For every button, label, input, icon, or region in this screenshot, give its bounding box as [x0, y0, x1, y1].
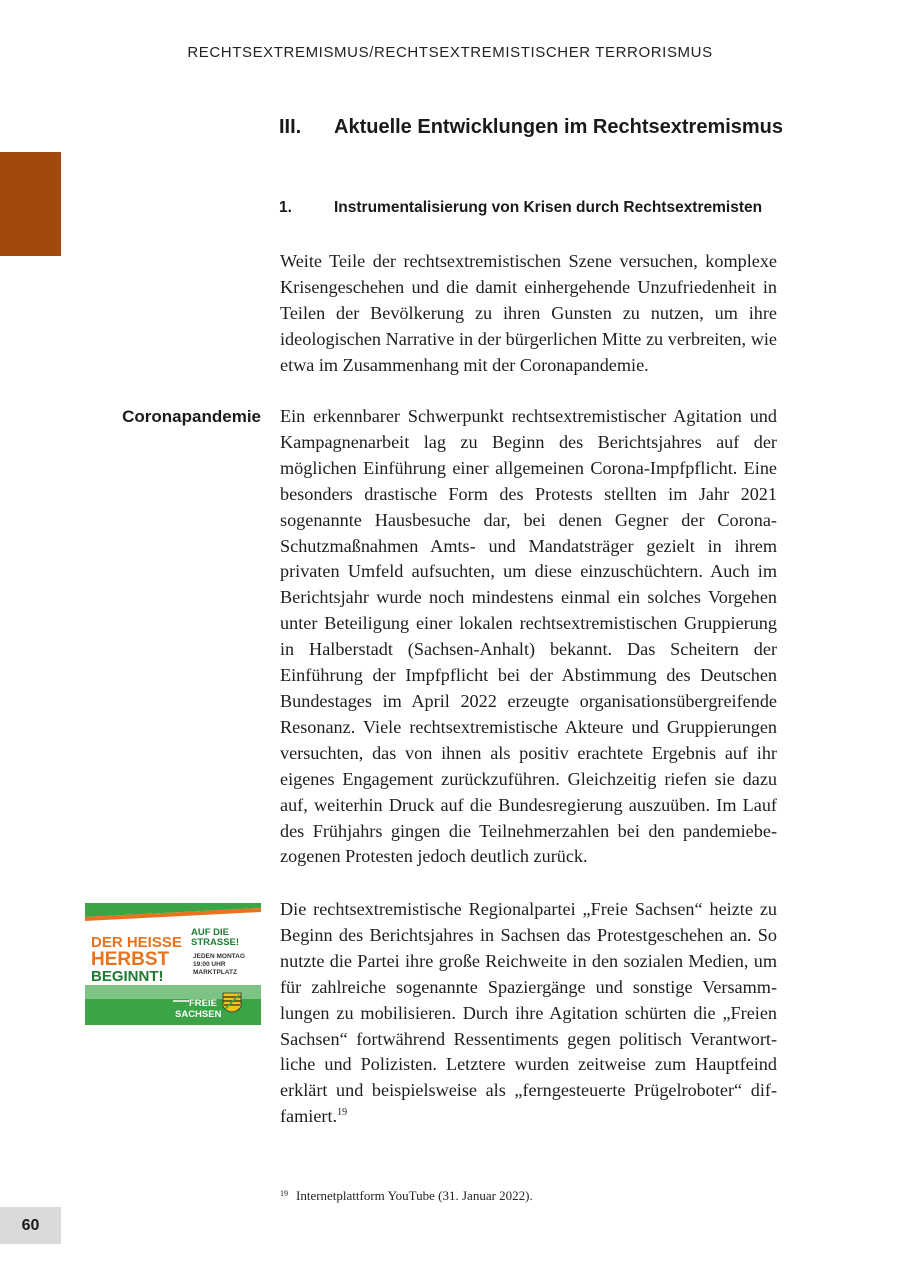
- poster-schedule-3: MARKTPLATZ: [193, 969, 237, 976]
- section-title: Instrumentalisierung von Krisen durch Rechtsextremisten: [334, 199, 763, 216]
- poster-schedule-2: 19:00 UHR: [193, 961, 226, 968]
- poster-headline-3: BEGINNT!: [91, 968, 164, 985]
- footnote-text: Internetplattform YouTube (31. Januar 2022).: [296, 1188, 533, 1203]
- freie-sachsen-poster-image: [85, 903, 261, 1025]
- poster-brand-1: FREIE: [189, 998, 217, 1009]
- poster-brand-2: SACHSEN: [175, 1009, 222, 1020]
- poster-headline-2: HERBST: [91, 949, 170, 970]
- intro-paragraph: Weite Teile der rechtsextremistischen Szene versuchen, komplexe Krisengeschehen und die damit einhergehende Unzufriedenheit in Teilen der Bevölkerung zu ihren Gunsten zu nutzen, um ihre ideologischen Narrative in der bürgerlichen Mitte zu verbreiten, wie etwa im Zusammenhang mit der Coronapandemie.: [280, 251, 777, 375]
- saxony-crest-icon: [223, 993, 241, 1012]
- poster-headline-1: DER HEISSE: [91, 934, 182, 951]
- footnote-reference[interactable]: 19: [337, 1107, 348, 1119]
- chapter-color-tab: [0, 152, 61, 256]
- margin-label-coronapandemie: Coronapandemie: [122, 407, 261, 426]
- chapter-heading: [279, 116, 783, 139]
- footnote-number: 19: [280, 1189, 288, 1198]
- freie-sachsen-text: Die rechtsextremistische Regionalpartei „Freie Sachsen“ heizte zu Beginn des Berichtsjahres in Sachsen das Protestgeschehen an. So nutzte die Partei ihre große Reichweite in den sozialen Medien, um für zahlreiche sogenannte Spaziergänge und sonstige Versammlungen zu mobilisieren. Durch ihre Agitation schürten die „Freien Sachsen“ fortwährend Ressentiments gegen politisch Verantwortliche und Polizisten. Letztere wurden zeitweise zum Hauptfeind erklärt und beispielsweise als „ferngesteuerte Prügelroboter“ diffamiert.: [280, 899, 777, 1127]
- corona-paragraph: Ein erkennbarer Schwerpunkt rechtsextremistischer Agitation und Kampagnenarbeit lag zu Beginn des Berichtsjahres auf der möglichen Einführung einer allgemeinen Corona-Impfpflicht. Eine besonders drastische Form des Protests stellten im Jahr 2021 sogenannte Hausbesuche dar, bei denen Gegner der Corona-Schutzmaßnahmen Amts- und Mandatsträger gezielt in ihrem privaten Umfeld aufsuchten, um diese einzuschüchtern. Auch im Berichtsjahr wurde noch mindestens einmal ein solches Vorgehen unter Beteiligung einer lokalen rechtsextremistischen Gruppierung in Halberstadt (Sachsen-Anhalt) bekannt. Das Scheitern der Einführung der Impfpflicht bei der Abstimmung des Deutschen Bundestages im April 2022 erzeugte organisationsübergreifende Resonanz. Viele rechtsextremistische Akteure und Gruppierungen versuchten, das von ihnen als positiv erachtete Ergebnis auf ihr eigenes Engagement zurückzuführen. Gleichzeitig riefen sie dazu auf, weiterhin Druck auf die Bundesregierung auszuüben. Im Lauf des Frühjahrs gingen die Teilnehmerzahlen bei den pandemiebezogenen Protesten jedoch deutlich zurück.: [280, 406, 777, 867]
- chapter-title: Aktuelle Entwicklungen im Rechtsextremismus: [334, 116, 784, 138]
- section-heading: [279, 199, 762, 217]
- poster-schedule-1: JEDEN MONTAG: [193, 953, 245, 960]
- poster-side-1: AUF DIE: [191, 927, 229, 938]
- running-head: RECHTSEXTREMISMUS/RECHTSEXTREMISTISCHER TERRORISMUS: [187, 44, 713, 61]
- footnote: [280, 1188, 533, 1204]
- section-number: 1.: [279, 199, 292, 216]
- freie-sachsen-paragraph: [280, 897, 777, 1130]
- page-number: 60: [0, 1207, 61, 1244]
- poster-side-2: STRASSE!: [191, 937, 240, 948]
- chapter-number: III.: [279, 116, 302, 138]
